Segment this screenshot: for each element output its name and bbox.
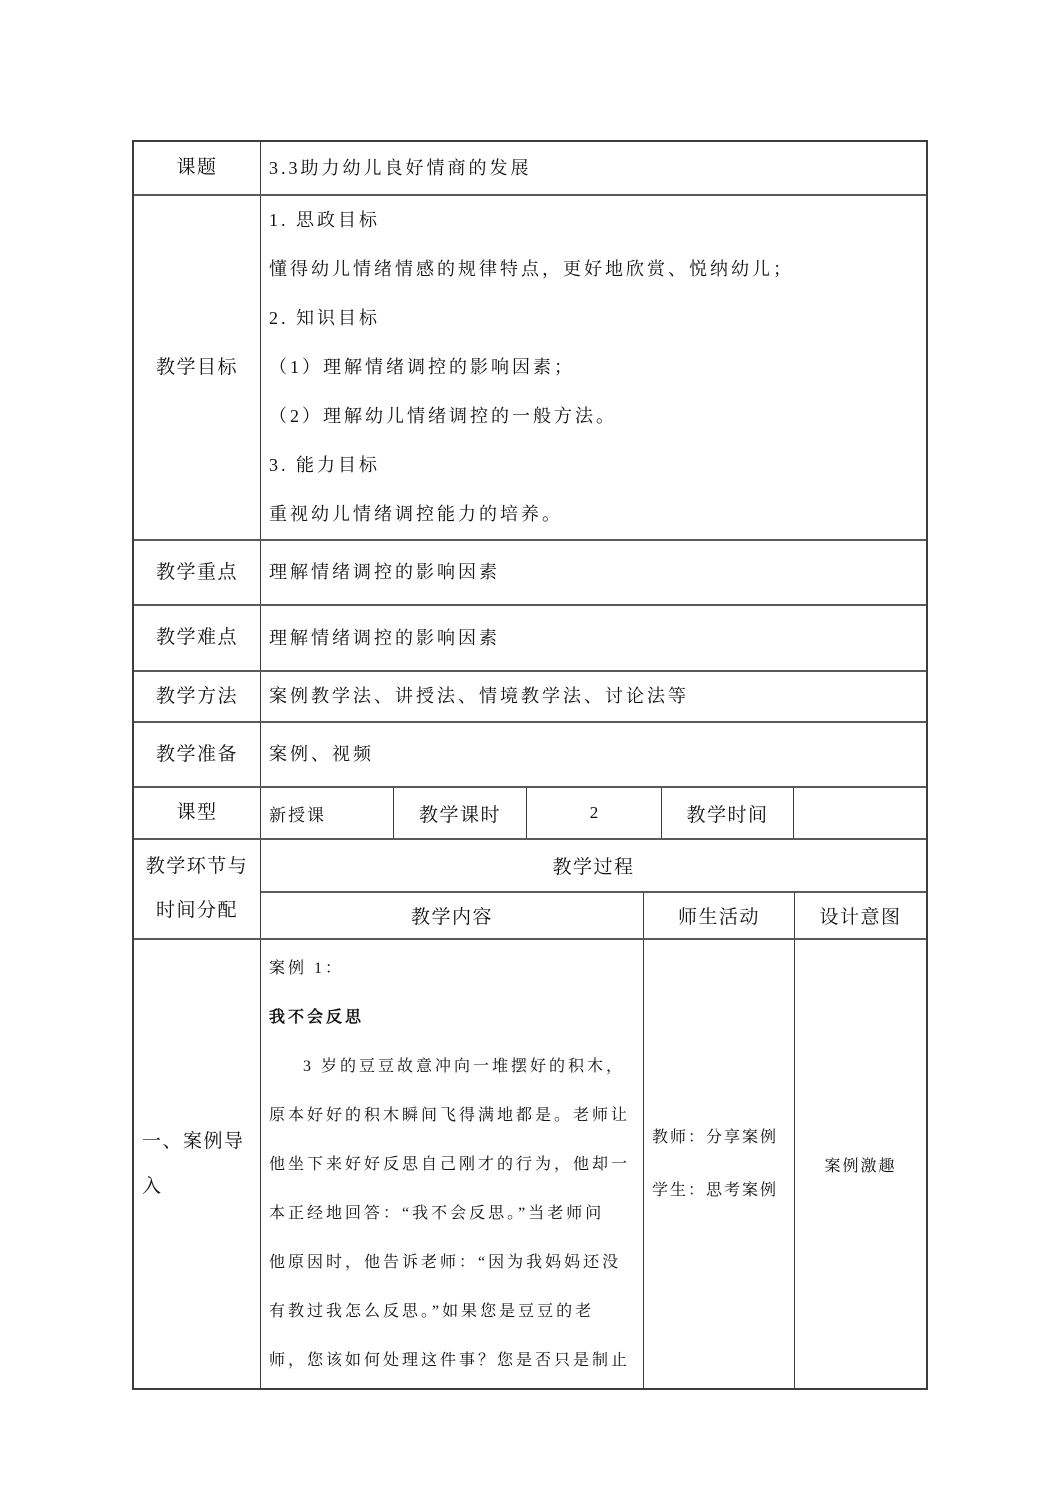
table-row [134,940,926,1388]
case-body-line: 原本好好的积木瞬间飞得满地都是。老师让 [269,1107,631,1124]
table-row [134,840,926,940]
methods-content [261,672,926,721]
table-row [134,196,926,541]
methods-text: 案例教学法、讲授法、情境教学法、讨论法等 [269,686,689,706]
difficulties-content [261,606,926,670]
difficulties-text: 理解情绪调控的影响因素 [269,627,500,648]
process-header-stack [261,840,926,938]
objective-line: 懂得幼儿情绪情感的规律特点，更好地欣赏、悦纳幼儿； [269,259,794,279]
preparation-content [261,723,926,786]
difficulties-label: 教学难点 [134,606,261,670]
time-value [794,788,926,838]
methods-label: 教学方法 [134,672,261,721]
teacher-activity-line: 教师：分享案例 [652,1129,779,1146]
objectives-content [261,196,926,539]
objective-line: 重视幼儿情绪调控能力的培养。 [269,504,563,524]
case-number: 案例 1： [269,960,345,977]
design-intent: 案例激趣 [824,1157,897,1175]
hours-label: 教学课时 [394,788,527,838]
preparation-label: 教学准备 [134,723,261,786]
objective-line: （1）理解情绪调控的影响因素； [269,357,575,377]
case-body [269,1042,637,1385]
objective-line: 1. 思政目标 [269,210,380,230]
table-row [134,672,926,723]
table-row [134,541,926,606]
course-type-label: 课型 [134,788,261,838]
course-type-value: 新授课 [261,788,394,838]
case-body-line: 本正经地回答：“我不会反思。”当老师问 [269,1205,605,1222]
table-row [134,723,926,788]
stage-time-label [134,840,261,938]
topic-label: 课题 [134,142,261,194]
case-content [261,940,644,1388]
objective-line: 2. 知识目标 [269,308,380,328]
table-row [134,606,926,672]
process-title: 教学过程 [261,840,926,893]
table-row [134,788,926,840]
lesson-plan-table [132,140,928,1390]
case-title: 我不会反思 [269,1009,365,1026]
stage-time-label-line2: 时间分配 [155,900,238,921]
stage-name: 一、案例导入 [134,940,261,1388]
objective-line: 3. 能力目标 [269,455,380,475]
keypoints-label: 教学重点 [134,541,261,604]
intent-col-header: 设计意图 [819,906,902,928]
student-activity-line: 学生：思考案例 [652,1182,779,1199]
objective-line: （2）理解幼儿情绪调控的一般方法。 [269,406,617,426]
case-body-line: 他原因时，他告诉老师：“因为我妈妈还没 [269,1254,622,1271]
keypoints-text: 理解情绪调控的影响因素 [269,562,500,582]
case-body-line: 师，您该如何处理这件事？您是否只是制止 [269,1352,631,1369]
case-body-line: 有教过我怎么反思。”如果您是豆豆的老 [269,1303,595,1320]
content-col-header: 教学内容 [261,893,644,938]
process-columns [261,893,926,938]
stage-time-label-line1: 教学环节与 [145,856,249,877]
objectives-label: 教学目标 [134,196,261,539]
case-body-line: 他坐下来好好反思自己刚才的行为，他却一 [269,1156,631,1173]
topic-text: 3.3助力幼儿良好情商的发展 [269,157,532,178]
activity-col-header: 师生活动 [644,893,795,938]
table-row [134,142,926,196]
keypoints-content [261,541,926,604]
hours-value: 2 [527,788,662,838]
preparation-text: 案例、视频 [269,744,374,764]
time-label: 教学时间 [662,788,794,838]
teacher-student-activity [644,940,795,1388]
case-body-line: 3 岁的豆豆故意冲向一堆摆好的积木， [303,1058,626,1075]
topic-content [261,142,926,194]
